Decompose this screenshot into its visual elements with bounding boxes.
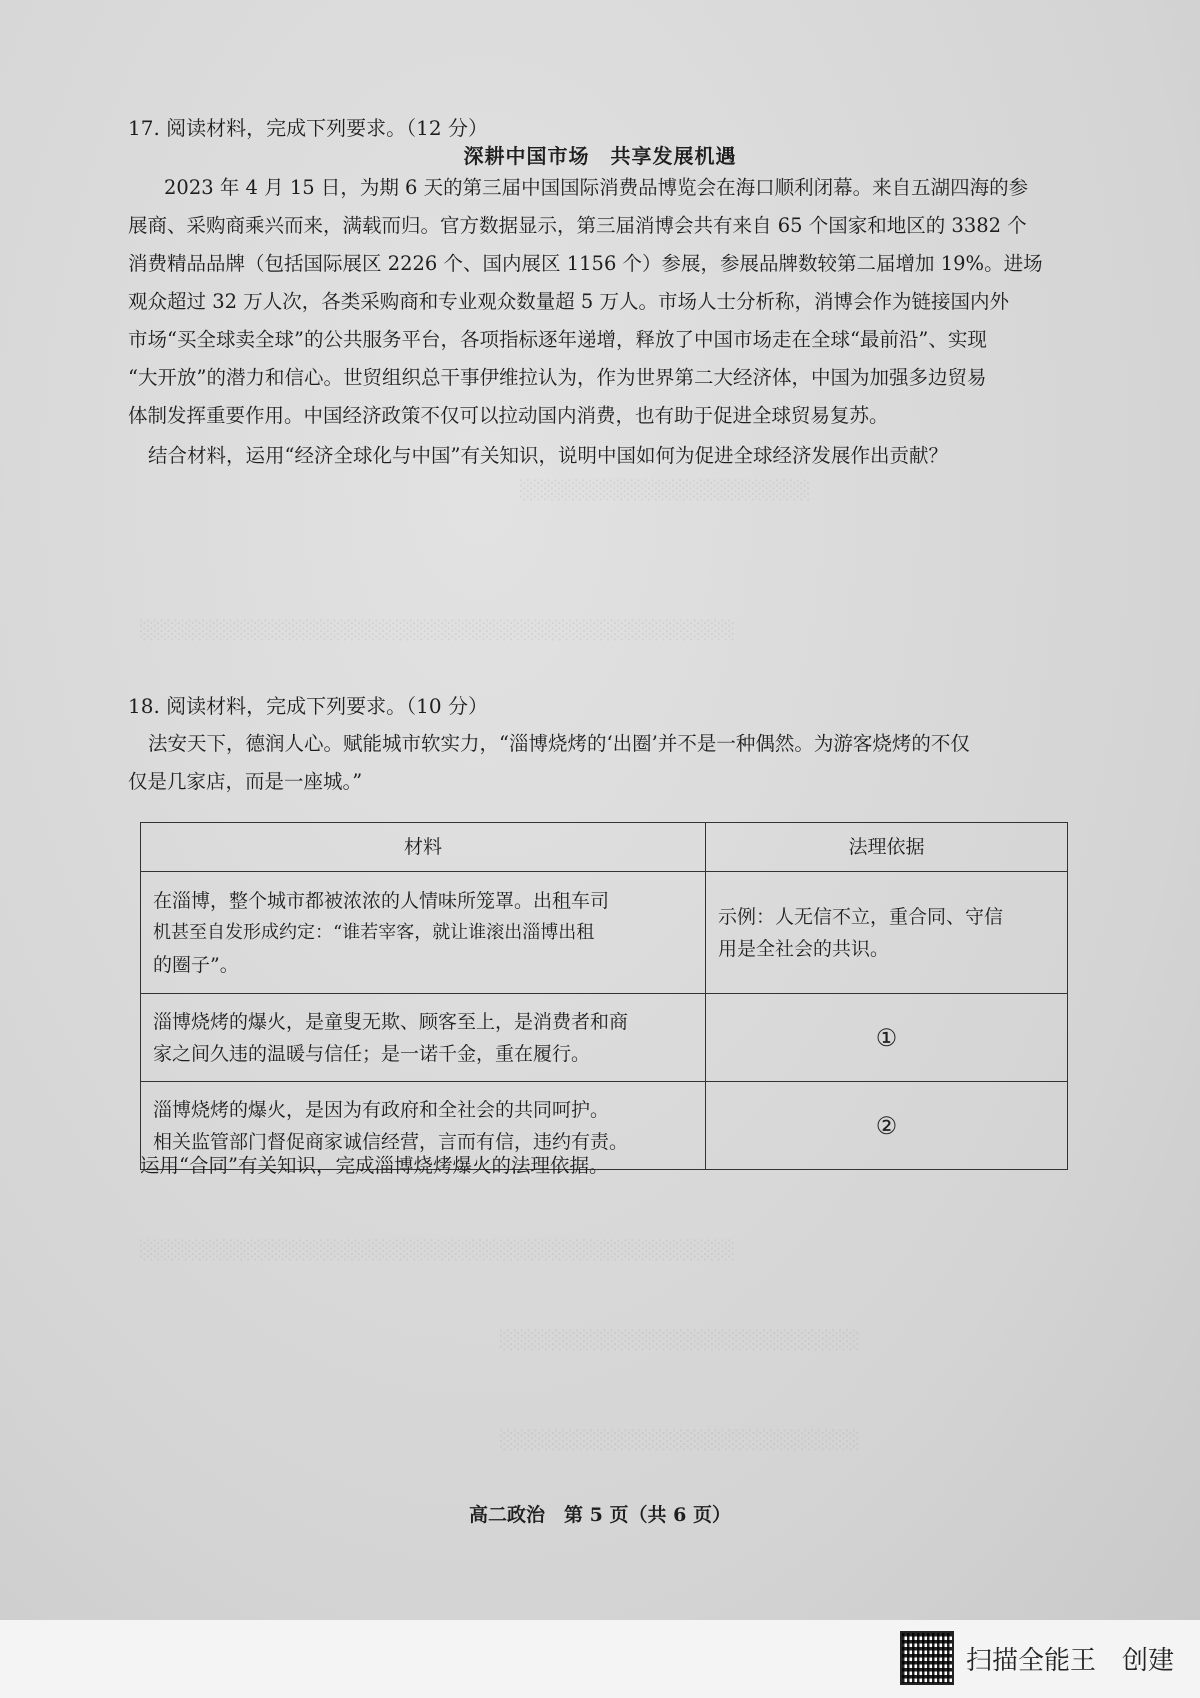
qr-code-icon bbox=[900, 1631, 954, 1685]
material-line: 的圈子”。 bbox=[153, 953, 239, 976]
material-line: 机甚至自发形成约定：“谁若宰客，就让谁滚出淄博出租 bbox=[153, 921, 595, 943]
scanner-watermark bbox=[900, 1630, 1174, 1686]
q17-task: 结合材料，运用“经济全球化与中国”有关知识，说明中国如何为促进全球经济发展作出贡献？ bbox=[148, 444, 948, 467]
show-through-text: ░░░░░░░░░░░░░░░░░░░░░ bbox=[520, 480, 811, 501]
material-line: 相关监管部门督促商家诚信经营，言而有信，违约有责。 bbox=[153, 1130, 629, 1153]
q17-line-5: 市场“买全球卖全球”的公共服务平台，各项指标逐年递增，释放了中国市场走在全球“最前沿”、实现 bbox=[128, 328, 987, 351]
material-line: 淄博烧烤的爆火，是童叟无欺、顾客至上，是消费者和商 bbox=[153, 1010, 629, 1033]
material-cell bbox=[141, 994, 706, 1082]
page-footer: 高二政治 第 5 页（共 6 页） bbox=[469, 1504, 731, 1526]
q18-intro-line-2: 仅是几家店，而是一座城。” bbox=[128, 770, 363, 793]
material-line: 在淄博，整个城市都被浓浓的人情味所笼罩。出租车司 bbox=[153, 889, 610, 912]
show-through-text: ░░░░░░░░░░░░░░░░░░░░░░░░░░░░░░░░░░░░░░░░░░░ bbox=[140, 620, 736, 641]
table-header-row bbox=[141, 823, 1068, 872]
q17-line-1: 2023 年 4 月 15 日，为期 6 天的第三届中国国际消费品博览会在海口顺利闭幕。来自五湖四海的参 bbox=[164, 176, 1029, 199]
scanner-brand-text: 扫描全能王 创建 bbox=[966, 1645, 1175, 1676]
show-through-text: ░░░░░░░░░░░░░░░░░░░░░░░░░░ bbox=[500, 1330, 860, 1351]
column-header-material: 材料 bbox=[141, 823, 706, 872]
q17-line-6: “大开放”的潜力和信心。世贸组织总干事伊维拉认为，作为世界第二大经济体，中国为加强多边贸易 bbox=[128, 366, 987, 389]
q17-header: 17. 阅读材料，完成下列要求。（12 分） bbox=[128, 116, 488, 140]
q18-intro-line-1: 法安天下，德润人心。赋能城市软实力，“淄博烧烤的‘出圈’并不是一种偶然。为游客烧烤的不仅 bbox=[148, 732, 970, 755]
q18-header: 18. 阅读材料，完成下列要求。（10 分） bbox=[128, 694, 488, 718]
q17-line-4: 观众超过 32 万人次，各类采购商和专业观众数量超 5 万人。市场人士分析称，消博会作为链接国内外 bbox=[128, 290, 1010, 313]
q18-task: 运用“合同”有关知识，完成淄博烧烤爆火的法理依据。 bbox=[140, 1154, 609, 1177]
answer-blank-1: ① bbox=[706, 994, 1068, 1082]
q17-line-7: 体制发挥重要作用。中国经济政策不仅可以拉动国内消费，也有助于促进全球贸易复苏。 bbox=[128, 404, 889, 427]
show-through-text: ░░░░░░░░░░░░░░░░░░░░░░░░░░ bbox=[500, 1430, 860, 1451]
q17-line-2: 展商、采购商乘兴而来，满载而归。官方数据显示，第三届消博会共有来自 65 个国家和地区的 3382 个 bbox=[128, 214, 1027, 237]
material-cell bbox=[141, 872, 706, 994]
q17-title: 深耕中国市场 共享发展机遇 bbox=[463, 144, 737, 168]
table-row bbox=[141, 994, 1068, 1082]
show-through-text: ░░░░░░░░░░░░░░░░░░░░░░░░░░░░░░░░░░░░░░░░░░░ bbox=[140, 1240, 736, 1261]
material-line: 淄博烧烤的爆火，是因为有政府和全社会的共同呵护。 bbox=[153, 1098, 610, 1121]
column-header-basis: 法理依据 bbox=[706, 823, 1068, 872]
table-row bbox=[141, 872, 1068, 994]
basis-line: 示例：人无信不立，重合同、守信 bbox=[718, 905, 1004, 928]
q17-line-3: 消费精品品牌（包括国际展区 2226 个、国内展区 1156 个）参展，参展品牌数较第二届增加 19%。进场 bbox=[128, 252, 1043, 275]
material-line: 家之间久违的温暖与信任；是一诺千金，重在履行。 bbox=[153, 1042, 591, 1065]
basis-line: 用是全社会的共识。 bbox=[718, 937, 890, 960]
basis-cell bbox=[706, 872, 1068, 994]
legal-basis-table bbox=[140, 822, 1068, 1170]
answer-blank-2: ② bbox=[706, 1082, 1068, 1170]
